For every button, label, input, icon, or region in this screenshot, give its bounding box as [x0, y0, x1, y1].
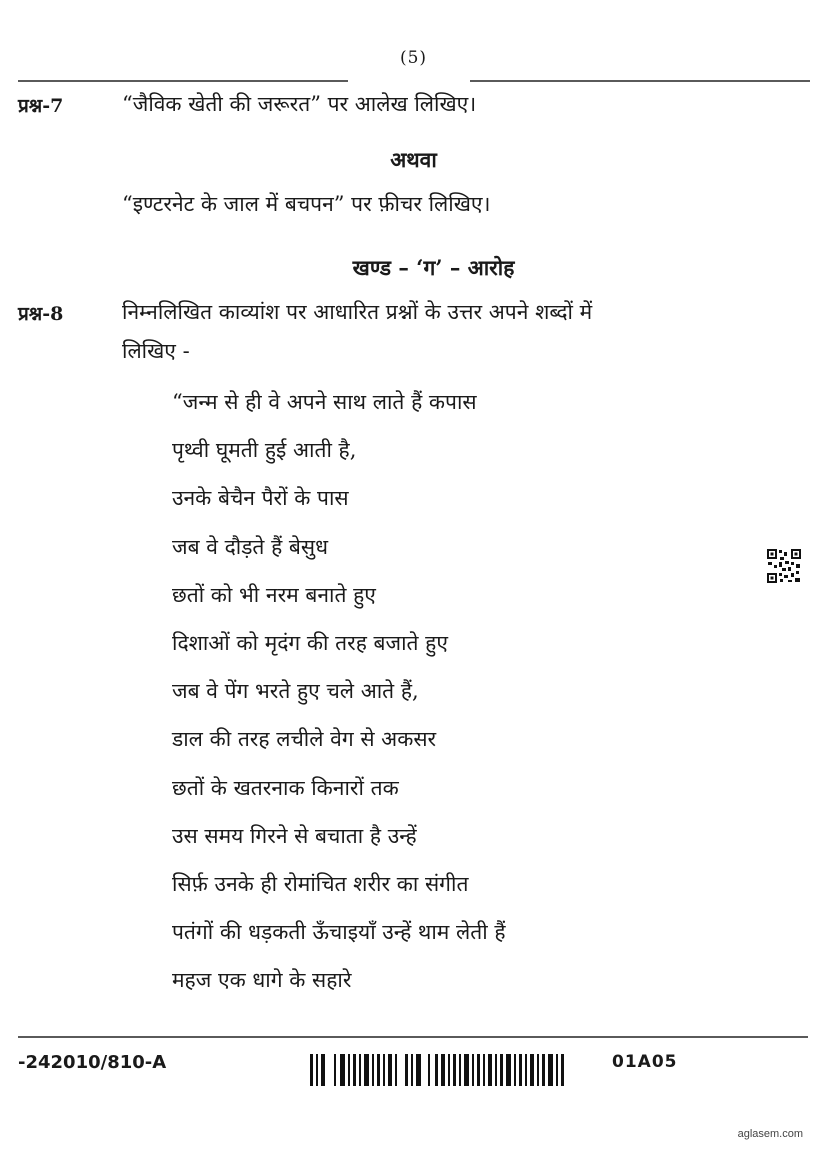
header-rule-left	[18, 80, 348, 82]
poem-stanza	[172, 378, 505, 1004]
header-rule-right	[470, 80, 810, 82]
poem-line: छतों के खतरनाक किनारों तक	[172, 775, 399, 800]
question-8-label: प्रश्न-8	[18, 303, 64, 325]
or-label: अथवा	[390, 147, 437, 172]
question-7-text: “जैविक खेती की जरूरत” पर आलेख लिखिए।	[122, 92, 477, 116]
poem-line: छतों को भी नरम बनाते हुए	[172, 582, 376, 607]
poem-line: महज एक धागे के सहारे	[172, 968, 352, 993]
poem-line: पतंगों की धड़कती ऊँचाइयाँ उन्हें थाम लेती हैं	[172, 920, 506, 945]
poem-line: “जन्म से ही वे अपने साथ लाते हैं कपास	[172, 390, 477, 414]
question-8-instruction: निम्नलिखित काव्यांश पर आधारित प्रश्नों के उत्तर अपने शब्दों में	[122, 300, 593, 324]
poem-line: डाल की तरह लचीले वेग से अकसर	[172, 727, 437, 752]
poem-line: उस समय गिरने से बचाता है उन्हें	[172, 823, 417, 848]
poem-line: दिशाओं को मृदंग की तरह बजाते हुए	[172, 630, 448, 655]
barcode-image	[310, 1050, 570, 1088]
watermark: aglasem.com	[737, 1128, 803, 1140]
question-7-alternative: “इण्टरनेट के जाल में बचपन” पर फ़ीचर लिखिए।	[122, 192, 491, 216]
paper-code: -242010/810-A	[18, 1052, 167, 1073]
poem-line: सिर्फ़ उनके ही रोमांचित शरीर का संगीत	[172, 871, 469, 896]
question-8-instruction-cont: लिखिए -	[122, 339, 190, 363]
footer-rule	[18, 1036, 808, 1038]
question-7-label: प्रश्न-7	[18, 95, 64, 117]
poem-line: पृथ्वी घूमती हुई आती है,	[172, 438, 357, 463]
qr-code-icon	[766, 548, 802, 584]
poem-line: जब वे दौड़ते हैं बेसुध	[172, 534, 328, 559]
page-number: (5)	[399, 48, 428, 68]
section-heading: खण्ड – ‘ग’ – आरोह	[352, 255, 515, 280]
poem-line: उनके बेचैन पैरों के पास	[172, 486, 349, 511]
poem-line: जब वे पेंग भरते हुए चले आते हैं,	[172, 679, 419, 704]
set-code: 01A05	[612, 1052, 678, 1072]
